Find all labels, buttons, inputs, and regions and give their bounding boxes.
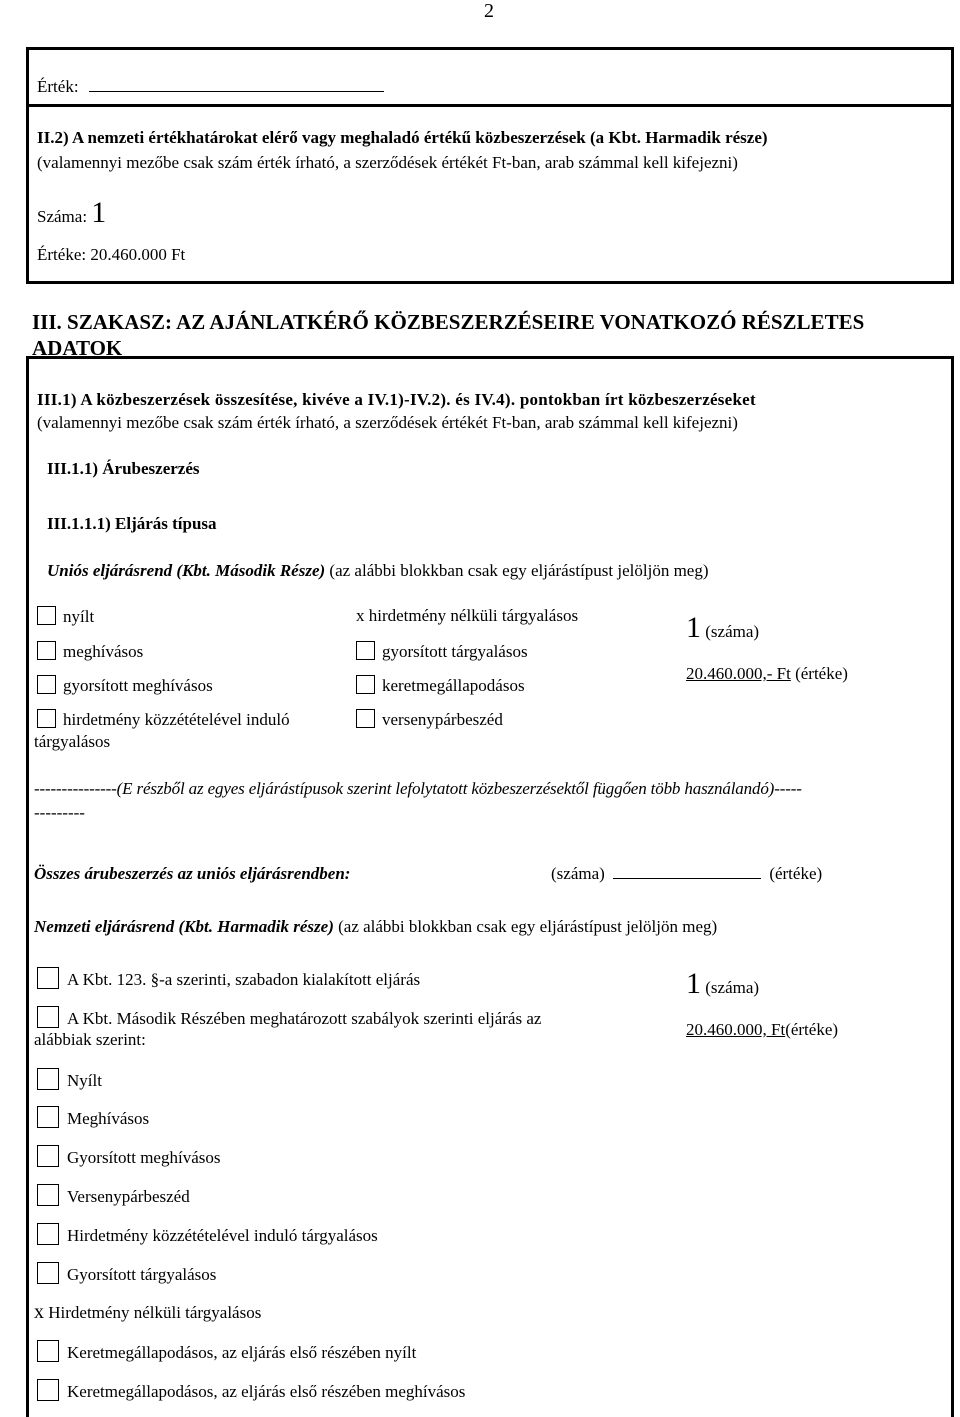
checkbox[interactable] bbox=[37, 1106, 59, 1128]
count-label: Száma: bbox=[37, 207, 88, 226]
option-label: Keretmegállapodásos, az eljárás első részében meghívásos bbox=[67, 1382, 466, 1401]
eu-option-negotiated-with-notice[interactable] bbox=[37, 709, 290, 730]
eu-amount bbox=[686, 664, 848, 684]
checkbox[interactable] bbox=[37, 1006, 59, 1028]
section-ii2-value bbox=[37, 245, 185, 265]
value-label: Érték: bbox=[37, 77, 79, 96]
checkbox[interactable] bbox=[37, 1145, 59, 1167]
option-label: Meghívásos bbox=[67, 1109, 150, 1128]
checkbox[interactable] bbox=[37, 675, 56, 694]
option-label: hirdetmény közzétételével induló bbox=[63, 710, 290, 729]
option-label: Gyorsított meghívásos bbox=[67, 1148, 221, 1167]
eu-amount-label: (értéke) bbox=[795, 664, 848, 683]
eu-option-accelerated-negotiated[interactable] bbox=[356, 641, 528, 662]
value-field bbox=[37, 77, 384, 97]
summary-note: (valamennyi mezőbe csak szám érték írható, a szerződések értékét Ft-ban, arab számmal kell kifejezni) bbox=[37, 413, 738, 432]
national-option-restricted[interactable] bbox=[37, 1106, 149, 1129]
section-iii-heading-line1: III. SZAKASZ: AZ AJÁNLATKÉRŐ KÖZBESZERZÉSEIRE VONATKOZÓ RÉSZLETES bbox=[32, 310, 865, 334]
checkbox[interactable] bbox=[356, 675, 375, 694]
national-option-negotiated-with-notice[interactable] bbox=[37, 1223, 378, 1246]
national-block-title bbox=[34, 917, 717, 937]
eu-count-label: (száma) bbox=[705, 622, 760, 641]
eu-block-title-bold: Uniós eljárásrend (Kbt. Második Része) bbox=[47, 561, 326, 580]
eu-block-title-rest: (az alábbi blokkban csak egy eljárástípust jelöljön meg) bbox=[329, 561, 709, 580]
option-label: Hirdetmény közzétételével induló tárgyalásos bbox=[67, 1226, 378, 1245]
national-count-label: (száma) bbox=[705, 978, 760, 997]
eu-option-accelerated-restricted[interactable] bbox=[37, 675, 213, 696]
checkbox[interactable] bbox=[37, 709, 56, 728]
checkbox[interactable] bbox=[356, 709, 375, 728]
option-label: versenypárbeszéd bbox=[382, 710, 503, 729]
option-label: gyorsított tárgyalásos bbox=[382, 642, 528, 661]
option-label: meghívásos bbox=[63, 642, 144, 661]
option-label: keretmegállapodásos bbox=[382, 676, 525, 695]
national-item-part-two-rules[interactable] bbox=[37, 1006, 541, 1029]
option-label: A Kbt. Második Részében meghatározott szabályok szerinti eljárás az bbox=[67, 1009, 542, 1028]
eu-count bbox=[686, 611, 759, 645]
summary-title: III.1) A közbeszerzések összesítése, kivéve a IV.1)-IV.2). és IV.4). pontokban írt közbeszerzéseket bbox=[37, 390, 756, 409]
value-label: Értéke: bbox=[37, 245, 87, 264]
section-iii-heading-line2: ADATOK bbox=[32, 336, 123, 360]
eu-option-competitive-dialogue[interactable] bbox=[356, 709, 503, 730]
national-option-open[interactable] bbox=[37, 1068, 102, 1091]
section-ii2-note: (valamennyi mezőbe csak szám érték írható, a szerződések értékét Ft-ban, arab számmal kell kifejezni) bbox=[37, 153, 738, 172]
national-amount bbox=[686, 1020, 838, 1040]
eu-option-negotiated-with-notice-wrap: tárgyalásos bbox=[34, 732, 111, 751]
option-label: Hirdetmény nélküli tárgyalásos bbox=[48, 1303, 262, 1322]
checkbox[interactable] bbox=[356, 641, 375, 660]
national-option-framework-open[interactable] bbox=[37, 1340, 416, 1363]
option-label: Gyorsított tárgyalásos bbox=[67, 1265, 217, 1284]
option-label: Nyílt bbox=[67, 1071, 102, 1090]
option-label: Versenypárbeszéd bbox=[67, 1187, 190, 1206]
national-block-title-bold: Nemzeti eljárásrend (Kbt. Harmadik része) bbox=[34, 917, 334, 936]
national-item-part-two-rules-wrap: alábbiak szerint: bbox=[34, 1030, 146, 1049]
national-amount-label: (értéke) bbox=[785, 1020, 839, 1039]
eu-option-framework[interactable] bbox=[356, 675, 525, 696]
eu-total-label: Összes árubeszerzés az uniós eljárásrendben: bbox=[34, 864, 351, 883]
checkbox[interactable] bbox=[37, 641, 56, 660]
value-input-line[interactable] bbox=[89, 77, 384, 92]
option-label: hirdetmény nélküli tárgyalásos bbox=[368, 606, 579, 625]
eu-option-open[interactable] bbox=[37, 606, 94, 627]
eu-total-input-line[interactable] bbox=[613, 864, 761, 879]
national-option-competitive-dialogue[interactable] bbox=[37, 1184, 190, 1207]
national-amount-value: 20.460.000, Ft bbox=[686, 1020, 786, 1039]
checked-mark[interactable]: x bbox=[34, 1301, 44, 1323]
divider-note-line1: ---------------(E részből az egyes eljárástípusok szerint lefolytatott közbeszerzésektől függően több használandó)----- bbox=[34, 779, 802, 798]
section-ii2-title: II.2) A nemzeti értékhatárokat elérő vagy meghaladó értékű közbeszerzések (a Kbt. Harmadik része) bbox=[37, 128, 768, 147]
eu-total-count-label: (száma) bbox=[551, 864, 605, 883]
eu-option-restricted[interactable] bbox=[37, 641, 143, 662]
national-option-accelerated-negotiated[interactable] bbox=[37, 1262, 216, 1285]
divider-note-line2: --------- bbox=[34, 803, 85, 822]
national-count bbox=[686, 967, 759, 1001]
eu-amount-value: 20.460.000,- Ft bbox=[686, 664, 791, 683]
checkbox[interactable] bbox=[37, 1184, 59, 1206]
eu-total-value-label: (értéke) bbox=[769, 864, 823, 883]
national-option-accelerated-restricted[interactable] bbox=[37, 1145, 220, 1168]
eu-total-fields bbox=[551, 864, 822, 884]
option-label: A Kbt. 123. §-a szerinti, szabadon kialakított eljárás bbox=[67, 970, 421, 989]
checkbox[interactable] bbox=[37, 967, 59, 989]
national-item-free-procedure[interactable] bbox=[37, 967, 420, 990]
section-ii2-count bbox=[37, 196, 106, 230]
option-label: gyorsított meghívásos bbox=[63, 676, 213, 695]
checkbox[interactable] bbox=[37, 606, 56, 625]
checkbox[interactable] bbox=[37, 1068, 59, 1090]
eu-option-negotiated-without-notice[interactable] bbox=[356, 606, 578, 626]
checkbox[interactable] bbox=[37, 1340, 59, 1362]
proc-type-title: III.1.1.1) Eljárás típusa bbox=[47, 514, 217, 533]
national-option-framework-restricted[interactable] bbox=[37, 1379, 465, 1402]
checked-mark[interactable]: x bbox=[356, 606, 365, 625]
eu-count-value: 1 bbox=[686, 611, 701, 644]
option-label: nyílt bbox=[63, 607, 95, 626]
page-number: 2 bbox=[484, 0, 494, 22]
checkbox[interactable] bbox=[37, 1262, 59, 1284]
checkbox[interactable] bbox=[37, 1223, 59, 1245]
national-count-value: 1 bbox=[686, 967, 701, 1000]
count-value: 1 bbox=[91, 196, 107, 229]
option-label: Keretmegállapodásos, az eljárás első részében nyílt bbox=[67, 1343, 417, 1362]
eu-block-title bbox=[47, 561, 709, 581]
value-amount: 20.460.000 Ft bbox=[90, 245, 186, 264]
national-option-negotiated-without-notice[interactable] bbox=[34, 1301, 261, 1324]
national-block-title-rest: (az alábbi blokkban csak egy eljárástípust jelöljön meg) bbox=[338, 917, 718, 936]
checkbox[interactable] bbox=[37, 1379, 59, 1401]
goods-title: III.1.1) Árubeszerzés bbox=[47, 459, 200, 478]
